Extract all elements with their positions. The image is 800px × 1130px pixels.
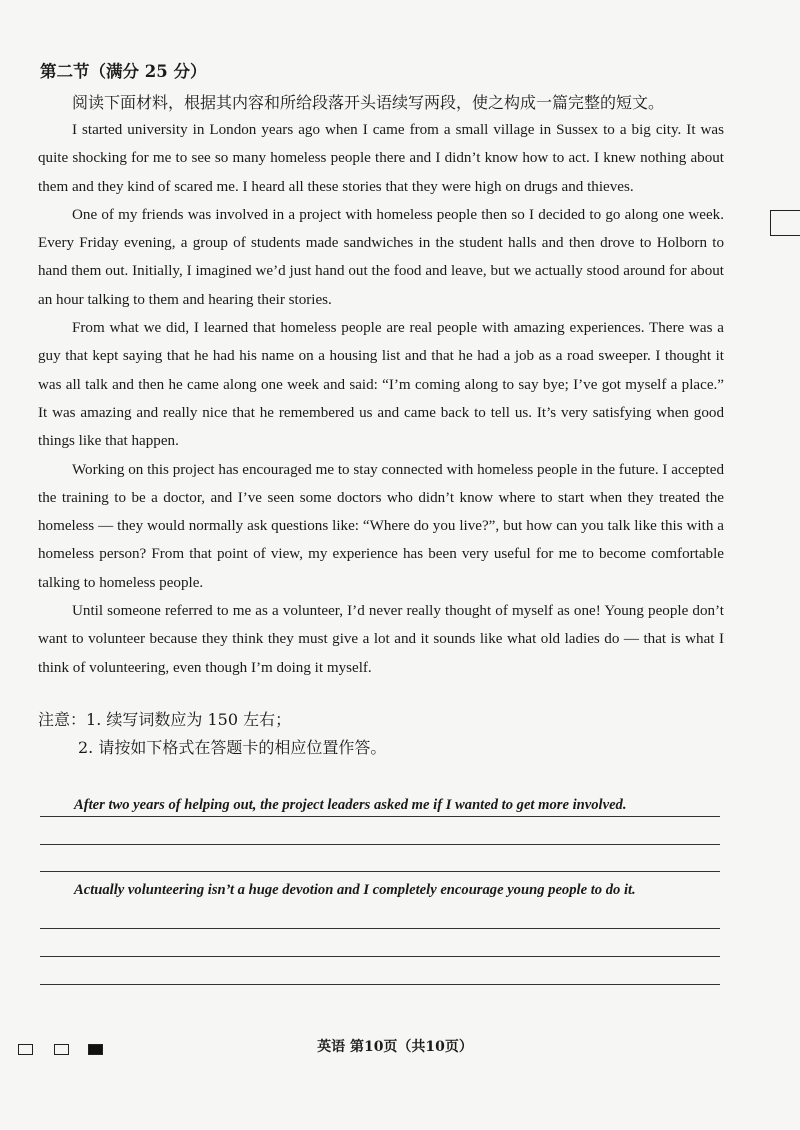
page-footer: 英语 第10页（共10页） bbox=[317, 1039, 473, 1055]
writing-line bbox=[40, 871, 720, 872]
hollow-square-icon bbox=[54, 1044, 69, 1055]
margin-box bbox=[770, 210, 800, 236]
note-first-line bbox=[38, 706, 386, 734]
writing-line bbox=[40, 928, 720, 929]
passage-paragraph: From what we did, I learned that homeless people are real people with amazing experiences. There was a guy that kept saying that he had his name on a housing list and that he had a job as a road sweeper. I thought it was all talk and then he came along one week and said: “I’m coming along to say bye; I’ve got myself a place.” It was amazing and really nice that he remembered us and came back to tell us. It’s very satisfying when good things like that happen. bbox=[38, 320, 724, 450]
task-instruction: 阅读下面材料，根据其内容和所给段落开头语续写两段，使之构成一篇完整的短文。 bbox=[72, 93, 665, 112]
reading-passage bbox=[38, 116, 724, 682]
section-title: 第二节（满分 25 分） bbox=[40, 62, 207, 81]
notes bbox=[38, 706, 386, 762]
filled-square-icon bbox=[88, 1044, 103, 1055]
note-item-2: 2. 请按如下格式在答题卡的相应位置作答。 bbox=[78, 738, 387, 757]
passage-paragraph: One of my friends was involved in a project with homeless people then so I decided to go along one week. Every Friday evening, a group of students made sandwiches in the student halls and then drove to Holborn to hand them out. Initially, I imagined we’d just hand out the food and leave, but we actually stood around for about an hour talking to them and hearing their stories. bbox=[38, 206, 724, 308]
notes-label: 注意： bbox=[38, 710, 87, 729]
writing-line bbox=[40, 844, 720, 845]
writing-line bbox=[40, 956, 720, 957]
passage-paragraph: I started university in London years ago when I came from a small village in Sussex to a big city. It was quite shocking for me to see so many homeless people there and I didn’t know how to act. I knew nothing about them and they kind of scared me. I heard all these stories that they were high on drugs and thieves. bbox=[38, 122, 724, 195]
writing-line bbox=[40, 816, 720, 817]
note-item-1: 1. 续写词数应为 150 左右； bbox=[86, 710, 292, 729]
passage-paragraph: Until someone referred to me as a volunteer, I’d never really thought of myself as one! Young people don’t want to volunteer because they think they must give a lot and it sounds like what old ladies do — that is what I think of volunteering, even though I’m doing it myself. bbox=[38, 603, 724, 676]
paragraph-starter-2: Actually volunteering isn’t a huge devotion and I completely encourage young people to do it. bbox=[74, 882, 636, 898]
writing-line bbox=[40, 984, 720, 985]
hollow-square-icon bbox=[18, 1044, 33, 1055]
paragraph-starter-1: After two years of helping out, the project leaders asked me if I wanted to get more involved. bbox=[74, 797, 627, 813]
passage-paragraph: Working on this project has encouraged me to stay connected with homeless people in the future. I accepted the training to be a doctor, and I’ve seen some doctors who didn’t know where to start when they treated the homeless — they would normally ask questions like: “Where do you live?”, but how can you talk like this with a homeless person? From that point of view, my experience has been very useful for me to become comfortable talking to homeless people. bbox=[38, 461, 724, 591]
